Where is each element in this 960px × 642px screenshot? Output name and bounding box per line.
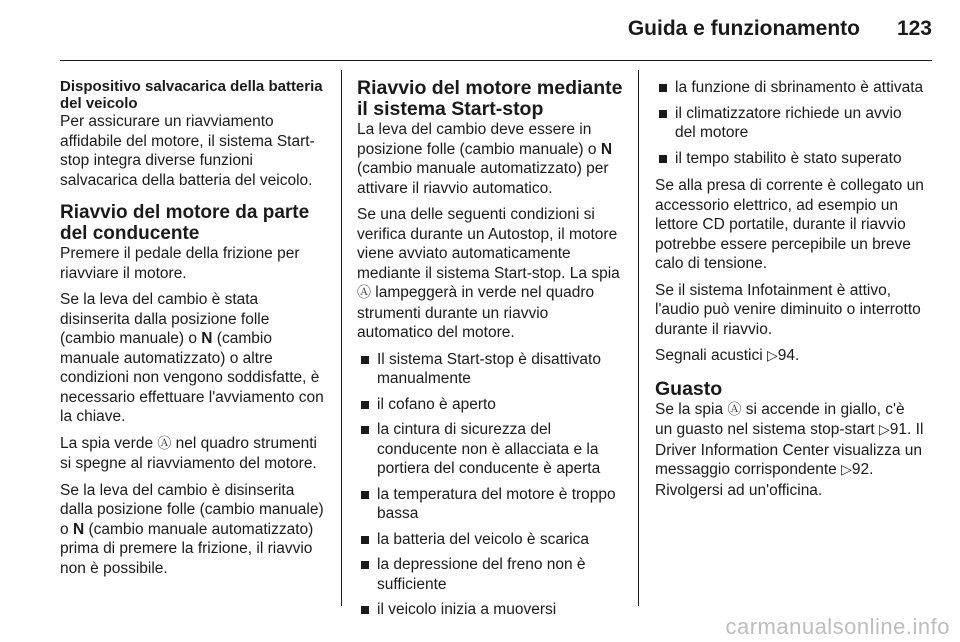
list-item: Il sistema Start-stop è disattivato manualmente [357, 350, 627, 389]
heading-driver-restart: Riavvio del motore da parte del conducente [60, 202, 310, 244]
paragraph-key-start [60, 290, 328, 427]
list-item: la temperatura del motore è troppo bassa [357, 485, 627, 524]
text-segment: . Il Driver Information Center visualizza un messaggio corrispondente [655, 421, 924, 478]
column-3 [655, 78, 925, 507]
column-divider-1 [341, 70, 342, 606]
page-reference-icon: ▷ [767, 348, 778, 364]
text-segment: lampeggerà in verde nel quadro strumenti durante un riavvio automatico del motore. [357, 284, 595, 341]
text-segment: Se la leva del cambio è disinserita dalla posizione folle (cambio manuale) o [60, 481, 324, 538]
page-reference-icon: ▷ [879, 422, 890, 438]
paragraph-clutch: Premere il pedale della frizione per riavviare il motore. [60, 245, 300, 282]
text-segment: . Rivolgersi ad un'officina. [655, 461, 874, 499]
autostop-indicator-icon: Ⓐ [727, 401, 742, 418]
list-item: la depressione del freno non è sufficiente [357, 555, 627, 594]
page-header [0, 0, 960, 62]
text-segment: (cambio manuale automatizzato) per attivare il riavvio automatico. [357, 160, 609, 197]
list-item: il tempo stabilito è stato superato [655, 149, 925, 169]
text-segment: Se la spia [655, 400, 728, 418]
paragraph-infotainment: Se il sistema Infotainment è attivo, l'audio può venire diminuito o interrotto durante il riavvio. [655, 281, 921, 338]
page-number: 123 [896, 17, 932, 40]
watermark: carmanualsonline.info [725, 614, 950, 639]
paragraph-battery-saver: Per assicurare un riavviamento affidabile del motore, il sistema Start-stop integra diverse funzioni salvacarica della batteria del veicolo. [60, 113, 315, 189]
paragraph-power-outlet: Se alla presa di corrente è collegato un accessorio elettrico, ad esempio un lettore CD portatile, durante il riavvio potrebbe essere percepibile un breve calo di tensione. [655, 177, 924, 272]
page-reference-link[interactable]: 94 [777, 347, 796, 364]
heading-auto-restart: Riavvio del motore mediante il sistema Start-stop [357, 77, 623, 120]
heading-battery-saver: Dispositivo salvacarica della batteria del veicolo [60, 78, 323, 112]
text-segment: La spia verde [60, 434, 158, 452]
column-1 [60, 78, 328, 585]
gear-n-label: N [600, 140, 613, 158]
autostop-indicator-icon: Ⓐ [357, 285, 371, 301]
autostop-indicator-icon: Ⓐ [157, 435, 172, 452]
text-segment: . [795, 347, 800, 364]
conditions-list-continued [655, 78, 925, 168]
page-reference-link[interactable]: 91 [889, 421, 908, 438]
heading-fault: Guasto [655, 377, 723, 400]
paragraph-conditions [357, 205, 627, 343]
column-2 [357, 78, 627, 628]
page-reference-link[interactable]: 92 [851, 461, 870, 478]
gear-n-label: N [201, 330, 213, 347]
paragraph-acoustic-signals [655, 346, 925, 367]
paragraph-green-light [60, 434, 328, 474]
list-item: il cofano è aperto [357, 395, 627, 415]
paragraph-no-restart [60, 481, 328, 579]
list-item: la batteria del veicolo è scarica [357, 530, 627, 550]
column-divider-2 [638, 70, 639, 606]
text-segment: (cambio manuale automatizzato) o altre condizioni non vengono soddisfatte, è necessario effettuare l'avviamento con la chiave. [60, 330, 324, 425]
text-segment: Se una delle seguenti condizioni si verifica durante un Autostop, il motore viene avviato automaticamente mediante il sistema Start-stop. La spia [357, 206, 620, 282]
conditions-list [357, 350, 627, 620]
paragraph-fault [655, 400, 925, 501]
text-segment: Segnali acustici [655, 347, 768, 364]
list-item: il climatizzatore richiede un avvio del motore [655, 104, 925, 143]
gear-n-label: N [72, 520, 85, 538]
text-segment: Se la leva del cambio è stata disinserita dalla posizione folle (cambio manuale) o [60, 291, 270, 347]
text-segment: nel quadro strumenti si spegne al riavviamento del motore. [60, 434, 317, 472]
text-segment: si accende in giallo, c'è un guasto nel sistema stop-start [655, 400, 905, 438]
list-item: il veicolo inizia a muoversi [357, 600, 627, 620]
text-segment: La leva del cambio deve essere in posizione folle (cambio manuale) o [357, 121, 601, 158]
list-item: la cintura di sicurezza del conducente non è allacciata e la portiera del conducente è aperta [357, 420, 627, 479]
list-item: la funzione di sbrinamento è attivata [655, 78, 925, 98]
header-divider [60, 60, 932, 61]
paragraph-neutral [357, 120, 627, 198]
page-reference-icon: ▷ [841, 462, 852, 478]
text-segment: (cambio manuale automatizzato) prima di premere la frizione, il riavvio non è possibile. [60, 520, 314, 577]
section-title: Guida e funzionamento [627, 17, 860, 40]
